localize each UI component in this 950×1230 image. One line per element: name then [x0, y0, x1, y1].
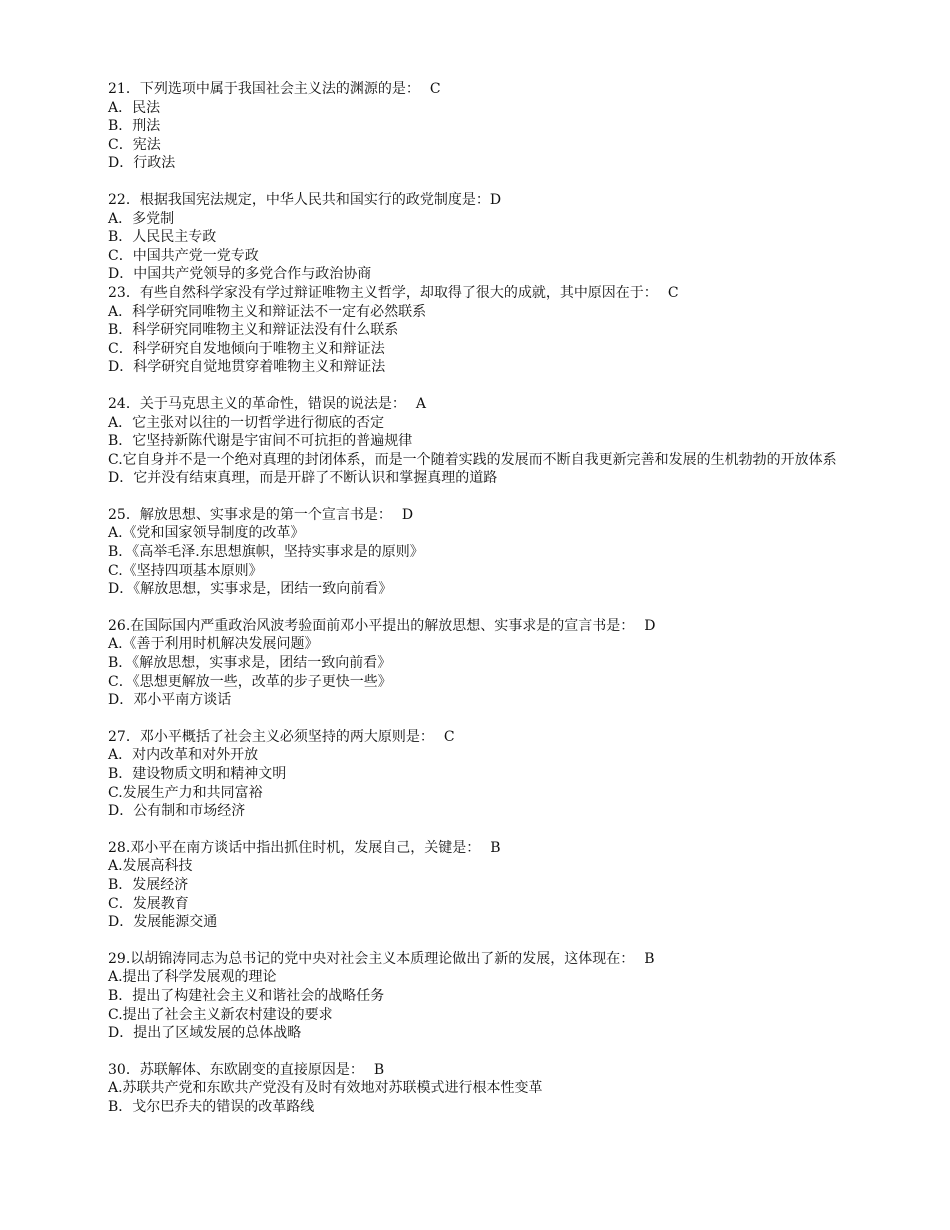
question-stem — [108, 284, 908, 303]
question-23 — [108, 284, 908, 377]
question-text: 26.在国际国内严重政治风波考验面前邓小平提出的解放思想、实事求是的宣言书是： — [108, 617, 635, 634]
option-b: B．科学研究同唯物主义和辩证法没有什么联系 — [108, 322, 399, 339]
option-a: A.提出了科学发展观的理论 — [108, 969, 277, 986]
option-c: C．《思想更解放一些，改革的步子更快一些》 — [108, 673, 392, 690]
question-25 — [108, 506, 908, 599]
answer-key: C — [443, 728, 455, 745]
question-stem — [108, 728, 908, 747]
option-a: A．它主张对以往的一切哲学进行彻底的否定 — [108, 414, 385, 431]
answer-key: D — [401, 506, 414, 523]
question-stem — [108, 950, 908, 969]
question-text: 28.邓小平在南方谈话中指出抓住时机，发展自己，关键是： — [108, 839, 481, 856]
question-stem — [108, 506, 908, 525]
option-b: B．它坚持新陈代谢是宇宙间不可抗拒的普遍规律 — [108, 433, 413, 450]
question-28 — [108, 839, 908, 932]
option-d: D．行政法 — [108, 155, 176, 172]
document-page — [108, 80, 908, 1135]
option-a: A．科学研究同唯物主义和辩证法不一定有必然联系 — [108, 303, 427, 320]
option-a: A．对内改革和对外开放 — [108, 747, 259, 764]
option-a: A.发展高科技 — [108, 858, 193, 875]
question-29 — [108, 950, 908, 1043]
option-b: B．建设物质文明和精神文明 — [108, 766, 287, 782]
option-d: D．提出了区域发展的总体战略 — [108, 1025, 302, 1042]
question-27 — [108, 728, 908, 821]
question-text: 21．下列选项中属于我国社会主义法的渊源的是： — [108, 81, 420, 97]
question-stem — [108, 839, 908, 858]
option-b: B．《解放思想，实事求是，团结一致向前看》 — [108, 655, 392, 672]
answer-key: B — [373, 1061, 385, 1078]
question-30 — [108, 1061, 908, 1117]
option-b: B．提出了构建社会主义和谐社会的战略任务 — [108, 987, 385, 1004]
option-c: C．科学研究自发地倾向于唯物主义和辩证法 — [108, 340, 385, 357]
option-c: C．宪法 — [108, 136, 161, 153]
question-text: 27．邓小平概括了社会主义必须坚持的两大原则是： — [108, 728, 434, 745]
option-d: D．科学研究自觉地贯穿着唯物主义和辩证法 — [108, 359, 386, 376]
question-text: 29.以胡锦涛同志为总书记的党中央对社会主义本质理论做出了新的发展，这体现在： — [108, 950, 635, 967]
option-b: B．发展经济 — [108, 876, 189, 893]
question-text: 23．有些自然科学家没有学过辩证唯物主义哲学，却取得了很大的成就，其中原因在于： — [108, 284, 658, 301]
option-a: A.《善于利用时机解决发展问题》 — [108, 636, 319, 653]
question-text: 22．根据我国宪法规定，中华人民共和国实行的政党制度是：D — [108, 191, 502, 208]
option-c: C.《坚持四项基本原则》 — [108, 562, 263, 579]
option-d: D．发展能源交通 — [108, 914, 218, 931]
answer-key: C — [429, 81, 441, 97]
question-stem — [108, 80, 908, 99]
option-b: B．戈尔巴乔夫的错误的改革路线 — [108, 1098, 315, 1115]
question-text: 25．解放思想、实事求是的第一个宣言书是： — [108, 506, 392, 523]
question-stem — [108, 395, 908, 414]
option-d: D．《解放思想，实事求是，团结一致向前看》 — [108, 581, 393, 598]
question-stem — [108, 1061, 908, 1080]
question-24 — [108, 395, 908, 488]
option-b: B．《高举毛泽.东思想旗帜，坚持实事求是的原则》 — [108, 544, 424, 561]
option-b: B．刑法 — [108, 118, 161, 135]
option-a: A.苏联共产党和东欧共产党没有及时有效地对苏联模式进行根本性变革 — [108, 1080, 543, 1097]
question-text: 24．关于马克思主义的革命性，错误的说法是： — [108, 395, 406, 412]
answer-key: B — [490, 839, 501, 856]
answer-key: D — [644, 617, 656, 634]
answer-key: B — [644, 950, 655, 967]
answer-key: C — [667, 284, 679, 301]
option-d: D．中国共产党领导的多党合作与政治协商 — [108, 266, 372, 283]
question-26 — [108, 617, 908, 710]
option-c: C．中国共产党一党专政 — [108, 247, 259, 264]
option-a: A．民法 — [108, 99, 161, 116]
option-c: C.它自身并不是一个绝对真理的封闭体系，而是一个随着实践的发展而不断自我更新完善和发展的生机勃勃的开放体系 — [108, 451, 837, 468]
question-stem — [108, 191, 908, 210]
option-d: D．公有制和市场经济 — [108, 803, 246, 820]
question-stem — [108, 617, 908, 636]
question-21 — [108, 80, 908, 173]
answer-key: A — [415, 395, 426, 412]
option-a: A.《党和国家领导制度的改革》 — [108, 525, 305, 542]
question-text: 30．苏联解体、东欧剧变的直接原因是： — [108, 1061, 364, 1078]
option-a: A．多党制 — [108, 210, 175, 227]
option-c: C.提出了社会主义新农村建设的要求 — [108, 1006, 333, 1023]
option-b: B．人民民主专政 — [108, 229, 217, 246]
option-d: D．它并没有结束真理，而是开辟了不断认识和掌握真理的道路 — [108, 470, 498, 487]
option-d: D．邓小平南方谈话 — [108, 692, 232, 709]
option-c: C.发展生产力和共同富裕 — [108, 784, 263, 801]
question-22 — [108, 191, 908, 284]
option-c: C．发展教育 — [108, 895, 189, 912]
